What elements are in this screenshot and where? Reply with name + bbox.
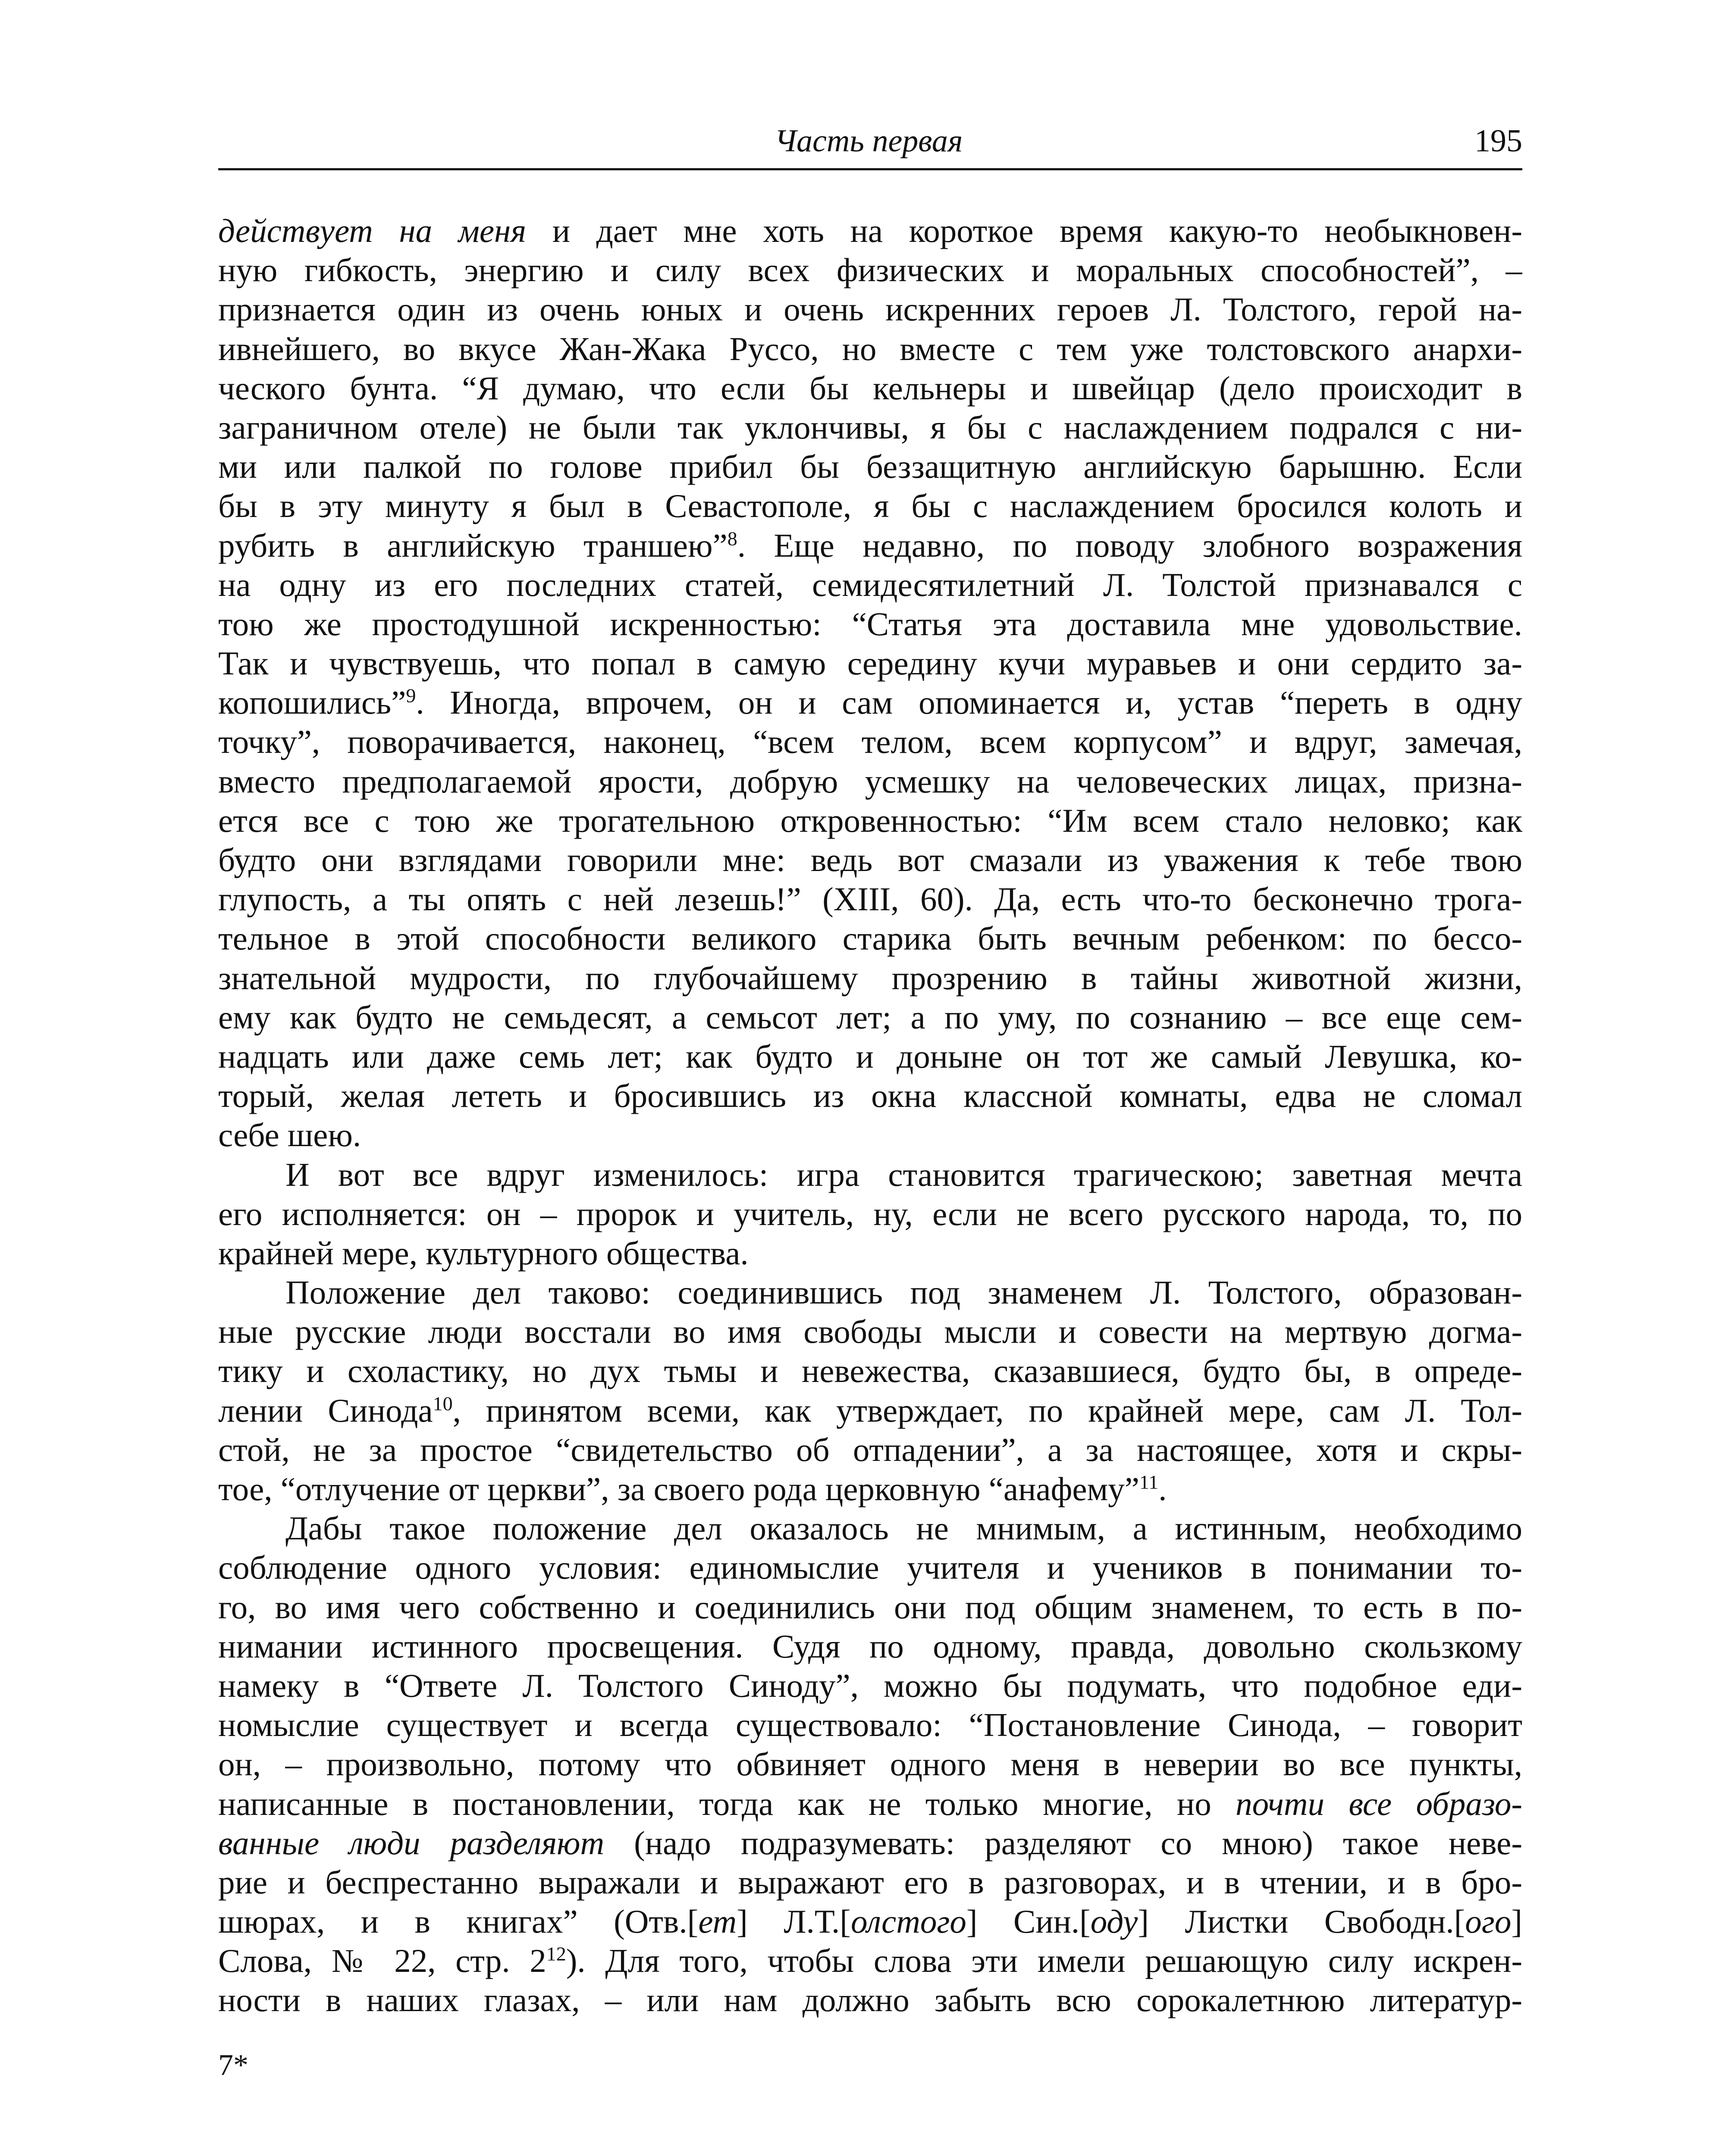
text-line [218,526,1522,565]
text-line: ми или палкой по голове прибил бы беззащитную английскую барышню. Если [218,448,1522,486]
text-line: будто они взглядами говорили мне: ведь вот смазали из уважения к тебе твою [218,841,1522,878]
text-line [218,1824,1522,1863]
italic-phrase: действует на меня [218,212,527,249]
text-line: стой, не за простое “свидетельство об отпадении”, а за настоящее, хотя и скры- [218,1431,1522,1468]
text-line: намеку в “Ответе Л. Толстого Синоду”, можно бы подумать, что подобное еди- [218,1667,1522,1704]
text-line: точку”, поворачивается, наконец, “всем телом, всем корпусом” и вдруг, замечая, [218,723,1522,761]
text-line: ивнейшего, во вкусе Жан-Жака Руссо, но вместе с тем уже толстовского анархи- [218,330,1522,367]
text-run: . Еще недавно, по поводу злобного возражения [737,526,1522,564]
text-line: надцать или даже семь лет; как будто и доныне он тот же самый Левушка, ко- [218,1037,1522,1075]
italic-phrase: олстого [850,1903,966,1940]
text-run: ] Л.Т.[ [737,1903,851,1940]
text-run: (надо подразумевать: разделяют со мною) такое неве- [604,1824,1522,1861]
text-line: ные русские люди восстали во имя свободы мысли и совести на мертвую догма- [218,1313,1522,1351]
footnote-ref: 12 [546,1943,566,1965]
body-text [218,211,1522,2020]
text-run: ] Син.[ [966,1903,1091,1940]
text-run: Слова, № 22, стр. 2 [218,1942,546,1980]
text-line: рие и беспрестанно выражали и выражают его в разговорах, и в чтении, и в бро- [218,1863,1522,1901]
text-line: ности в наших глазах, – или нам должно забыть всю сорокалетнюю литератур- [218,1981,1522,2019]
text-run: рубить в английскую траншею” [218,526,728,564]
italic-phrase: ванные люди разделяют [218,1824,605,1861]
text-line: бы в эту минуту я был в Севастополе, я бы с наслаждением бросился колоть и [218,487,1522,525]
text-line: соблюдение одного условия: единомыслие учителя и учеников в понимании то- [218,1549,1522,1586]
text-run: лении Синода [218,1391,433,1429]
text-line: его исполняется: он – пророк и учитель, ну, если не всего русского народа, то, по [218,1195,1522,1232]
text-line: ческого бунта. “Я думаю, что если бы кельнеры и швейцар (дело происходит в [218,369,1522,407]
text-line [218,683,1522,722]
text-line: Положение дел таково: соединившись под знаменем Л. Толстого, образован- [285,1274,1522,1311]
text-line: знательной мудрости, по глубочайшему прозрению в тайны животной жизни, [218,959,1522,997]
signature-mark: 7* [218,2049,248,2082]
text-run: и дает мне хоть на короткое время какую-то необыкновен- [526,212,1522,249]
text-run: . [1158,1470,1167,1507]
italic-phrase: ого [1465,1903,1512,1940]
text-run: тое, “отлучение от церкви”, за своего рода церковную “анафему” [218,1470,1139,1507]
text-line: Так и чувствуешь, что попал в самую середину кучи муравьев и они сердито за- [218,645,1522,682]
text-line: ется все с тою же трогательною откровенностью: “Им всем стало неловко; как [218,802,1522,839]
text-line: он, – произвольно, потому что обвиняет одного меня в неверии во все пункты, [218,1745,1522,1783]
text-run: , принятом всеми, как утверждает, по крайней мере, сам Л. Тол- [452,1391,1522,1429]
text-line: тою же простодушной искренностью: “Статья эта доставила мне удовольствие. [218,605,1522,642]
text-line: Дабы такое положение дел оказалось не мнимым, а истинным, необходимо [285,1510,1522,1547]
text-line: заграничном отеле) не были так уклончивы, я бы с наслаждением подрался с ни- [218,408,1522,446]
text-line: тельное в этой способности великого старика быть вечным ребенком: по бессо- [218,920,1522,957]
running-header [218,116,1522,166]
text-line: тику и схоластику, но дух тьмы и невежества, сказавшиеся, будто бы, в опреде- [218,1352,1522,1390]
text-line [218,1784,1522,1824]
text-run: ). Для того, чтобы слова эти имели решающую силу искрен- [566,1942,1522,1980]
text-line: крайней мере, культурного общества. [218,1234,749,1272]
text-line: ему как будто не семьдесят, а семьсот лет; а по уму, по сознанию – все еще сем- [218,998,1522,1036]
text-line: признается один из очень юных и очень искренних героев Л. Толстого, герой на- [218,291,1522,328]
footnote-ref: 8 [727,527,737,549]
page-number: 195 [1474,123,1522,159]
text-line [218,1902,1522,1941]
text-run: написанные в постановлении, тогда как не только многие, но [218,1785,1236,1822]
text-line: глупость, а ты опять с ней лезешь!” (XIII, 60). Да, есть что-то бесконечно трога- [218,881,1522,918]
footnote-ref: 11 [1139,1471,1159,1493]
text-run: шюрах, и в книгах” (Отв.[ [218,1903,699,1940]
text-line: вместо предполагаемой ярости, добрую усмешку на человеческих лицах, призна- [218,762,1522,800]
text-line: себе шею. [218,1116,361,1154]
text-run: ] Листки Свободн.[ [1138,1903,1465,1940]
text-line: го, во имя чего собственно и соединились они под общим знаменем, то есть в по- [218,1588,1522,1626]
text-line: И вот все вдруг изменилось: игра становится трагическою; заветная мечта [285,1156,1522,1193]
footnote-ref: 10 [433,1392,453,1414]
text-run: . Иногда, впрочем, он и сам опоминается и, устав “переть в одну [416,684,1522,721]
text-line [218,1470,1522,1509]
header-rule [218,168,1522,170]
text-line: нимании истинного просвещения. Судя по одному, правда, довольно скользкому [218,1627,1522,1665]
italic-phrase: почти все образо- [1236,1785,1522,1822]
text-line: ную гибкость, энергию и силу всех физических и моральных способностей”, – [218,251,1522,289]
text-run: копошились” [218,684,406,721]
text-line: на одну из его последних статей, семидесятилетний Л. Толстой признавался с [218,566,1522,603]
italic-phrase: оду [1090,1903,1138,1940]
footnote-ref: 9 [406,684,416,707]
italic-phrase: ет [698,1903,737,1940]
text-line [218,1391,1522,1430]
text-run: ] [1511,1903,1522,1940]
text-line: номыслие существует и всегда существовало: “Постановление Синода, – говорит [218,1706,1522,1744]
text-line: торый, желая лететь и бросившись из окна классной комнаты, едва не сломал [218,1077,1522,1115]
text-line [218,1941,1522,1981]
running-title: Часть первая [775,123,963,159]
text-line [218,211,1522,251]
